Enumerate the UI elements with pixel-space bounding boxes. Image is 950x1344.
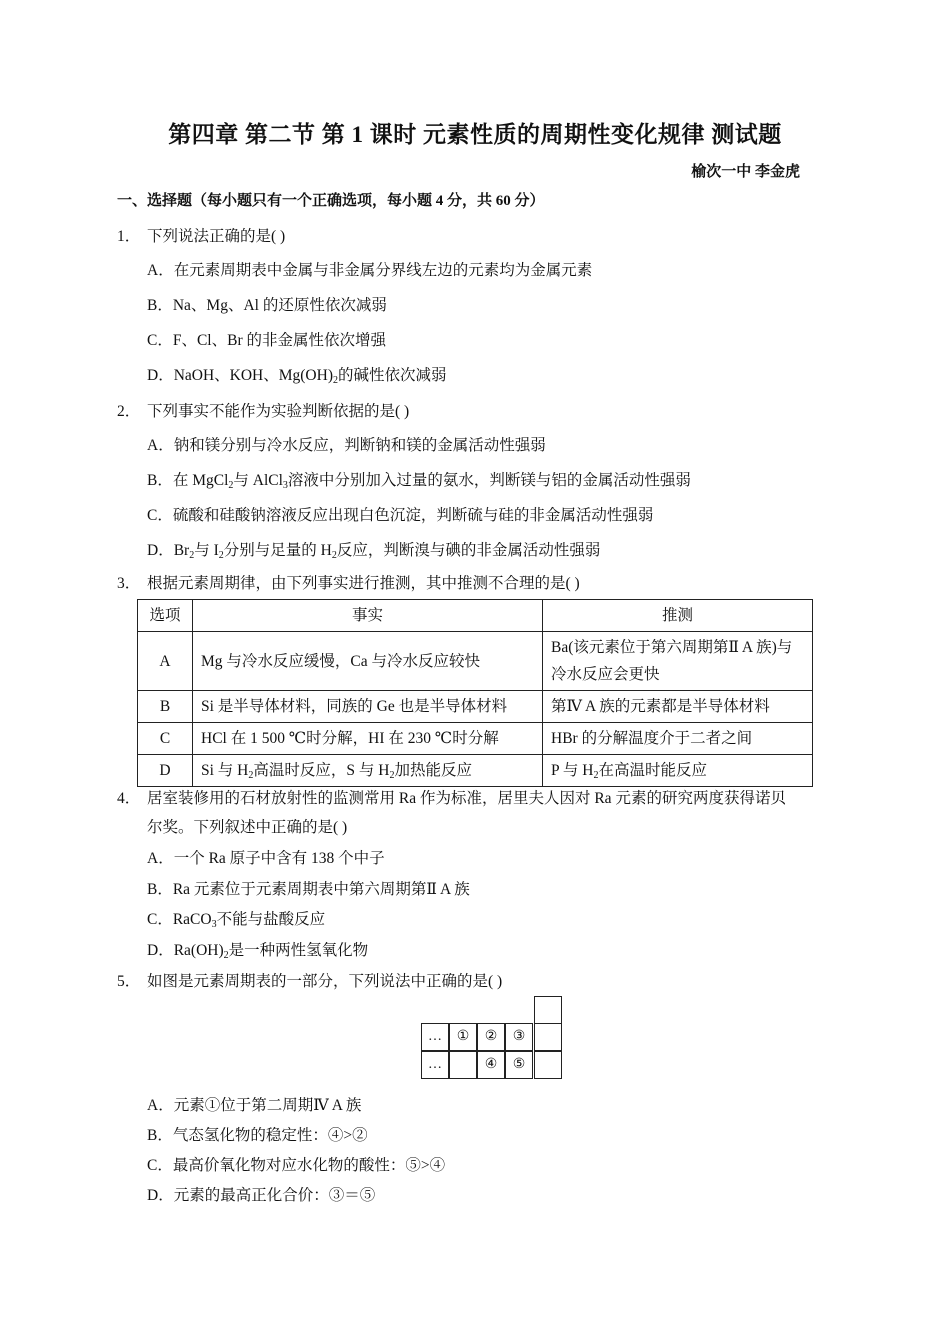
row-fact: HCl 在 1 500 ℃时分解，HI 在 230 ℃时分解 [193,723,543,755]
q2-option-d: D．$Br_2$与 $I_2$分别与足量的 $H_2$反应，判断溴与碘的非金属活动性强弱 [147,542,601,561]
row-guess: HBr 的分解温度介于二者之间 [543,723,813,755]
section-heading: 一、选择题（每小题只有一个正确选项，每小题 4 分，共 60 分） [117,193,545,209]
q1-option-b: B．Na、Mg、Al 的还原性依次减弱 [147,297,387,314]
q5-option-d: D．元素的最高正化合价：③＝⑤ [147,1187,376,1204]
ptable-cell [534,1023,562,1051]
row-option: C [138,723,193,755]
q1-option-d: D．NaOH、KOH、$Mg(OH)_2$的碱性依次减弱 [147,367,447,386]
q2-option-b: B．在 MgCl$_2$与 AlCl$_3$溶液中分别加入过量的氨水，判断镁与铝的金属活动性强弱 [147,472,691,491]
ptable-cell: … [421,1023,449,1051]
table-row [138,691,813,723]
row-guess: 第Ⅳ A 族的元素都是半导体材料 [543,691,813,723]
question-4-stem-cont: 尔奖。下列叙述中正确的是( ) [147,819,348,836]
page-title: 第四章 第二节 第 1 课时 元素性质的周期性变化规律 测试题 [168,122,782,147]
ptable-cell: ⑤ [505,1051,533,1079]
row-fact: Si 是半导体材料，同族的 Ge 也是半导体材料 [193,691,543,723]
question-3-stem: 3． 根据元素周期律，由下列事实进行推测，其中推测不合理的是( ) [117,575,580,592]
question-2-stem: 2． 下列事实不能作为实验判断依据的是( ) [117,403,410,420]
q1-option-a: A．在元素周期表中金属与非金属分界线左边的元素均为金属元素 [147,262,593,279]
table-row [138,632,813,691]
ptable-cell: … [421,1051,449,1079]
q4-option-a: A．一个 Ra 原子中含有 138 个中子 [147,850,385,867]
ptable-cell: ④ [477,1051,505,1079]
q5-option-a: A．元素①位于第二周期Ⅳ A 族 [147,1097,362,1114]
author-line: 榆次一中 李金虎 [691,164,800,180]
table-row [138,723,813,755]
q4-option-b: B．Ra 元素位于元素周期表中第六周期第Ⅱ A 族 [147,881,470,898]
row-fact: Si 与 $H_2$高温时反应，S 与 $H_2$加热能反应 [193,755,543,787]
q4-option-c: C．RaCO$_3$不能与盐酸反应 [147,911,326,930]
row-fact: Mg 与冷水反应缓慢，Ca 与冷水反应较快 [193,632,543,691]
ptable-cell [449,1051,477,1079]
q4-option-d: D．$Ra(OH)_2$是一种两性氢氧化物 [147,942,369,961]
row-option: A [138,632,193,691]
row-option: B [138,691,193,723]
q5-option-b: B．气态氢化物的稳定性：④>② [147,1127,368,1144]
q1-option-c: C．F、Cl、Br 的非金属性依次增强 [147,332,386,349]
q2-option-c: C．硫酸和硅酸钠溶液反应出现白色沉淀，判断硫与硅的非金属活动性强弱 [147,507,654,524]
ptable-cell [534,1051,562,1079]
row-guess: P 与 $H_2$在高温时能反应 [543,755,813,787]
q5-option-c: C．最高价氧化物对应水化物的酸性：⑤>④ [147,1157,446,1174]
ptable-cell: ③ [505,1023,533,1051]
row-guess: Ba(该元素位于第六周期第Ⅱ A 族)与冷水反应会更快 [543,632,813,691]
table-row [138,755,813,787]
row-option: D [138,755,193,787]
ptable-cell: ② [477,1023,505,1051]
header-option: 选项 [138,600,193,632]
question-1-stem: 1． 下列说法正确的是( ) [117,228,286,245]
header-guess: 推测 [543,600,813,632]
ptable-cell: ① [449,1023,477,1051]
table-header-row [138,600,813,632]
q2-option-a: A．钠和镁分别与冷水反应，判断钠和镁的金属活动性强弱 [147,437,546,454]
question-5-stem: 5． 如图是元素周期表的一部分，下列说法中正确的是( ) [117,973,503,990]
question-4-stem: 4． 居室装修用的石材放射性的监测常用 Ra 作为标准，居里夫人因对 Ra 元素的研究两度获得诺贝 [117,790,786,807]
header-fact: 事实 [193,600,543,632]
ptable-cell-top [534,996,562,1024]
facts-table [137,599,813,787]
